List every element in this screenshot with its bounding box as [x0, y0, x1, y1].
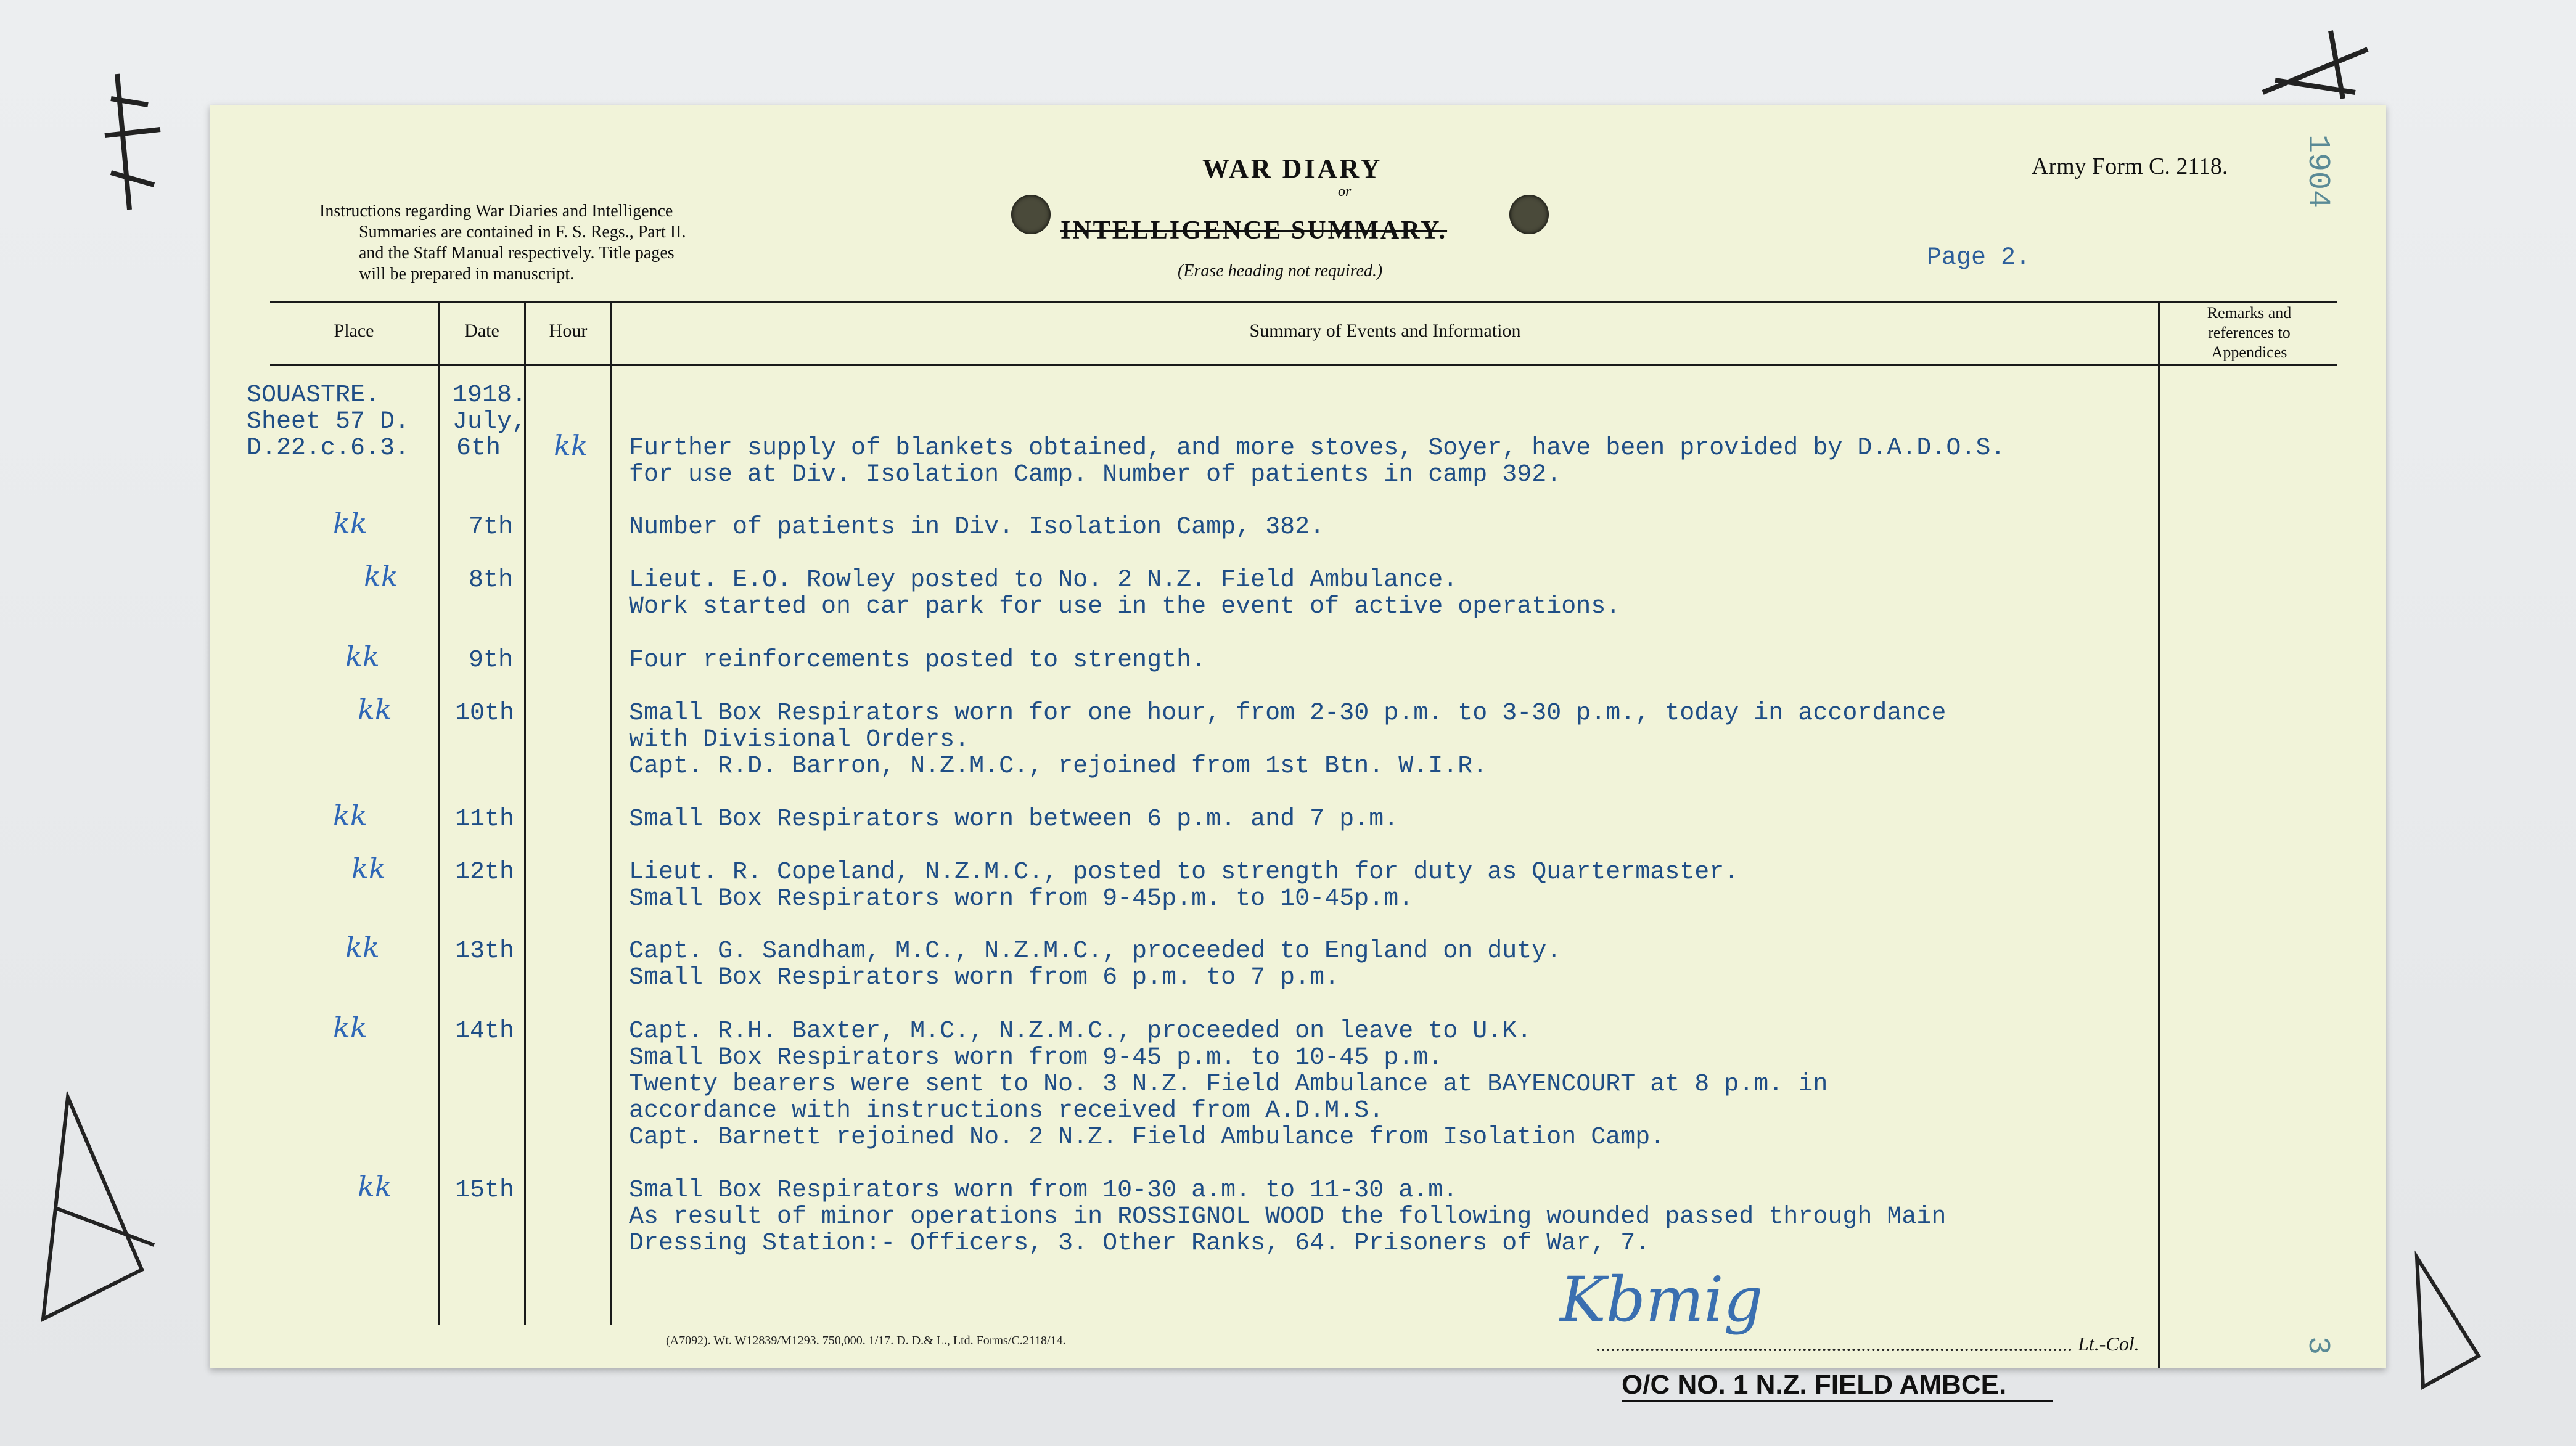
place-line: SOUASTRE.	[247, 382, 380, 409]
or-word: or	[1338, 184, 1352, 200]
column-header-summary: Summary of Events and Information	[1249, 321, 1521, 341]
signature: Kbmig	[1560, 1264, 1763, 1336]
form-title: WAR DIARY	[1202, 153, 1383, 184]
entry-initials: kk	[345, 640, 380, 673]
column-rule-remarks	[2158, 301, 2160, 1368]
instructions-block	[319, 201, 686, 285]
entry-date: 8th	[469, 566, 514, 594]
entry-text: Four reinforcements posted to strength.	[629, 647, 1207, 674]
instructions-line: and the Staff Manual respectively. Title pages	[359, 243, 675, 263]
entry-text: Further supply of blankets obtained, and more stoves, Soyer, have been provided by D.A.D.O.S. for use at Div. Isolation Camp. Number of patients in camp 392.	[629, 435, 2006, 489]
struck-heading: INTELLIGENCE SUMMARY.	[1060, 216, 1448, 245]
year-line: 1918.	[453, 382, 527, 409]
oc-stamp-underline	[1622, 1400, 2053, 1402]
entry-initials: kk	[345, 931, 380, 964]
column-rule-place	[438, 301, 440, 1325]
instructions-line: Instructions regarding War Diaries and Intelligence	[319, 202, 673, 221]
entry-date: 11th	[455, 806, 515, 833]
entry-text: Number of patients in Div. Isolation Camp, 382.	[629, 513, 1325, 541]
entry-date: 9th	[469, 647, 514, 674]
place-block	[247, 382, 409, 462]
place-line: D.22.c.6.3.	[247, 435, 410, 462]
column-header-remarks: Remarks and references to Appendices	[2207, 304, 2292, 361]
table-header-rule	[270, 364, 2337, 366]
entry-date: 13th	[455, 937, 515, 965]
punch-hole-left	[1011, 195, 1051, 234]
entry-text: Lieut. E.O. Rowley posted to No. 2 N.Z. Field Ambulance. Work started on car park for use in the event of active operations.	[629, 566, 1621, 621]
entry-initials: kk	[351, 852, 386, 885]
entry-initials: kk	[358, 1170, 392, 1203]
entry-date: 12th	[455, 859, 515, 886]
entry-initials: kk	[333, 799, 367, 832]
entry-date: 15th	[455, 1177, 515, 1204]
entry-initials: kk	[364, 560, 398, 593]
instructions-line: will be prepared in manuscript.	[359, 264, 575, 284]
pencil-scribble-top-right	[2257, 25, 2380, 105]
rank-label: Lt.-Col.	[2078, 1333, 2139, 1355]
archive-stamp-number: 1904	[2300, 134, 2335, 209]
entry-text: Capt. G. Sandham, M.C., N.Z.M.C., proceeded to England on duty. Small Box Respirators worn from 6 p.m. to 7 p.m.	[629, 937, 1562, 992]
entry-date: 14th	[455, 1018, 515, 1045]
printer-imprint: (A7092). Wt. W12839/M1293. 750,000. 1/17. D. D.& L., Ltd. Forms/C.2118/14.	[666, 1334, 1066, 1347]
erase-note: (Erase heading not required.)	[1178, 261, 1383, 280]
page-number: Page 2.	[1927, 244, 2031, 272]
entry-text: Capt. R.H. Baxter, M.C., N.Z.M.C., proceeded on leave to U.K. Small Box Respirators worn from 9-45 p.m. to 10-45 p.m. Twenty bearers were sent to No. 3 N.Z. Field Ambulance at BAYENCOURT at 8 p.m. in accordance with instructions received from A.D.M.S. Capt. Barnett rejoined No. 2 N.Z. Field Ambulance from Isolation Camp.	[629, 1018, 1828, 1151]
month-line: July,	[453, 408, 527, 436]
entry-text: Small Box Respirators worn between 6 p.m. and 7 p.m.	[629, 806, 1399, 833]
entry-initials: kk	[333, 1011, 367, 1044]
war-diary-page	[210, 105, 2386, 1400]
instructions-line: Summaries are contained in F. S. Regs., Part II.	[359, 223, 686, 242]
column-header-place: Place	[334, 321, 374, 341]
table-top-rule	[270, 301, 2337, 303]
entry-initials: kk	[333, 507, 367, 540]
entry-text: Small Box Respirators worn from 10-30 a.m. to 11-30 a.m. As result of minor operations in ROSSIGNOL WOOD the following wounded passed through Main Dressing Station:- Officers, 3. Other Ranks, 64. Prisoners of War, 7.	[629, 1177, 1946, 1257]
pencil-scribble-left	[18, 1085, 179, 1344]
entry-date: 10th	[455, 700, 515, 727]
signature-dotted-line	[1597, 1349, 2072, 1351]
pencil-scribble-right	[2405, 1245, 2491, 1399]
place-line: Sheet 57 D.	[247, 408, 410, 436]
entry-initials: kk	[358, 693, 392, 726]
archive-page-number: 3	[2300, 1336, 2335, 1355]
officer-commanding-stamp: O/C NO. 1 N.Z. FIELD AMBCE.	[1622, 1370, 2007, 1400]
punch-hole-right	[1509, 195, 1549, 234]
column-header-hour: Hour	[549, 321, 588, 341]
entry-text: Small Box Respirators worn for one hour, from 2-30 p.m. to 3-30 p.m., today in accordance with Divisional Orders. Capt. R.D. Barron, N.Z.M.C., rejoined from 1st Btn. W.I.R.	[629, 700, 1946, 780]
column-header-date: Date	[464, 321, 499, 341]
entry-date: 6th	[456, 435, 501, 462]
entry-initials: kk	[554, 429, 588, 462]
entry-date: 7th	[469, 513, 514, 541]
army-form-number: Army Form C. 2118.	[2032, 153, 2228, 179]
entry-text: Lieut. R. Copeland, N.Z.M.C., posted to strength for duty as Quartermaster. Small Box Respirators worn from 9-45p.m. to 10-45p.m.	[629, 859, 1739, 913]
column-rule-hour	[610, 301, 612, 1325]
pencil-scribble-top-left	[92, 62, 179, 222]
year-block	[453, 382, 527, 435]
